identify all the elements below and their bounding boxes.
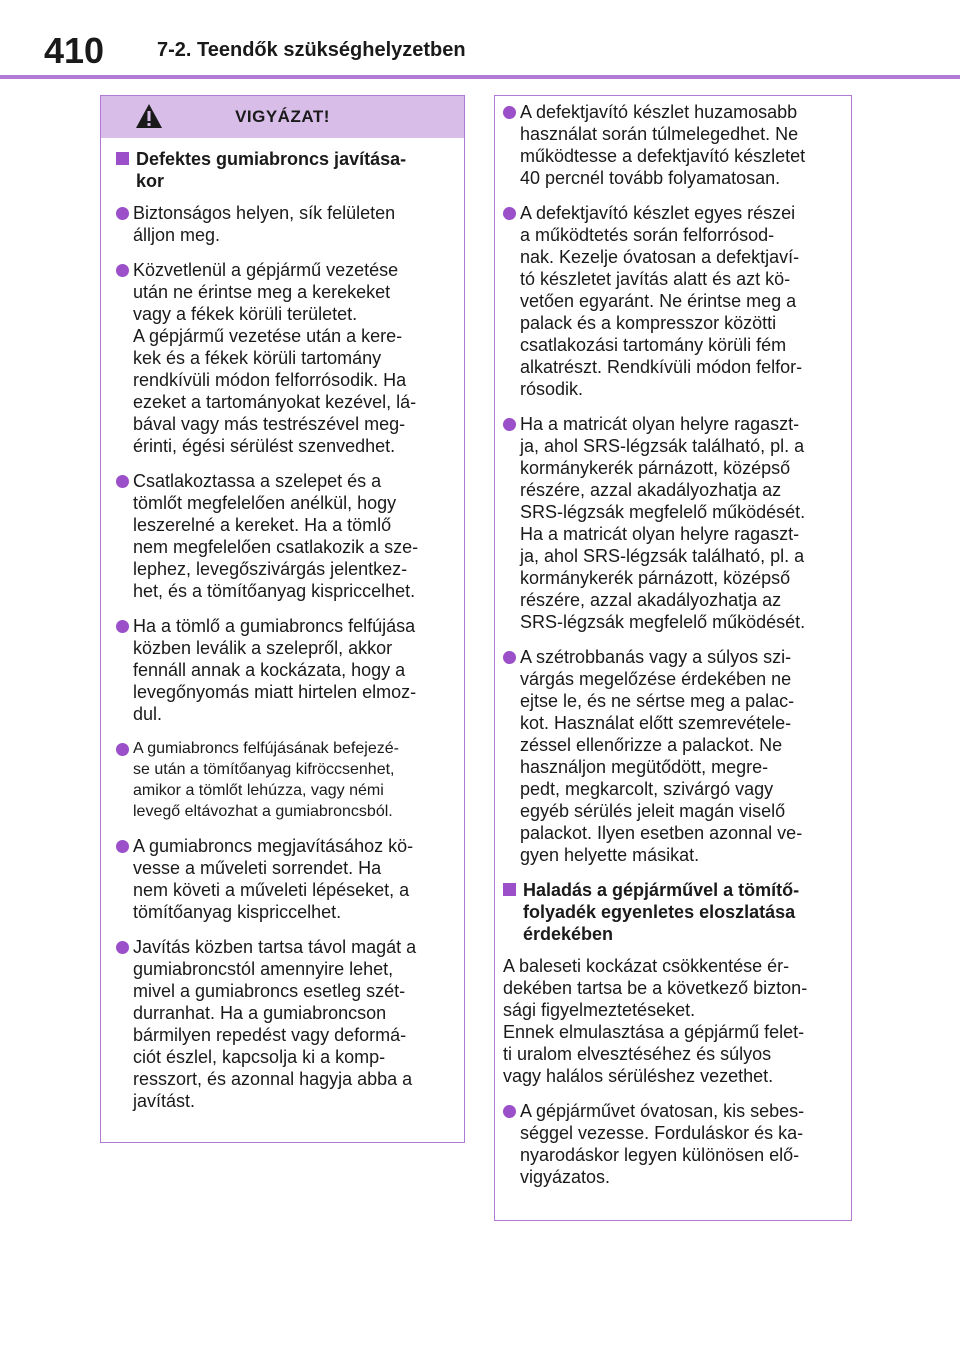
- bullet-dot-icon: [503, 418, 516, 431]
- list-item: [116, 738, 450, 822]
- list-item-text: Biztonságos helyen, sík felületen álljon meg.: [133, 203, 396, 245]
- list-item-text: Közvetlenül a gépjármű vezetése után ne érintse meg a kerekeket vagy a fékek körüli területet. A gépjármű vezetése után a kere- kek és a fékek körüli tartomány rendkívüli módon felforrósodik. Ha ezeket a tartományokat kezével, lá- bával vagy más testrészével meg- érinti, égési sérülést szenvedhet.: [133, 260, 417, 456]
- bullet-dot-icon: [116, 941, 129, 954]
- bullet-dot-icon: [503, 651, 516, 664]
- list-item: [116, 835, 450, 923]
- list-item-text: Ha a matricát olyan helyre ragaszt- ja, ahol SRS-légzsák található, pl. a kormánykerék párnázott, középső részére, azzal akadályozhatja az SRS-légzsák megfelelő működését. Ha a matricát olyan helyre ragaszt- ja, ahol SRS-légzsák található, pl. a kormánykerék párnázott, középső részére, azzal akadályozhatja az SRS-légzsák megfelelő működését.: [520, 414, 806, 632]
- list-item-text: A gépjárművet óvatosan, kis sebes- séggel vezesse. Forduláskor és ka- nyarodáskor legyen különösen elő- vigyázatos.: [520, 1101, 805, 1187]
- warning-box: [100, 95, 465, 1143]
- warning-header: [101, 96, 464, 138]
- page-number: 410: [44, 30, 105, 71]
- bullet-dot-icon: [503, 207, 516, 220]
- heading-text: Haladás a gépjárművel a tömítő- folyadék egyenletes eloszlatása érdekében: [523, 880, 800, 944]
- list-item-text: A defektjavító készlet egyes részei a működtetés során felforrósod- nak. Kezelje óvatosan a defektjaví- tó készletet javítás alatt és azt kö- vetően egyaránt. Ne érintse meg a palack és a kompresszor közötti csatlakozási tartomány körüli fém alkatrészt. Rendkívüli módon felfor- rósodik.: [520, 203, 803, 399]
- bullet-dot-icon: [116, 207, 129, 220]
- warning-content-continued: [495, 96, 851, 1188]
- section-heading: [503, 879, 839, 945]
- heading-text: Defektes gumiabroncs javítása- kor: [136, 149, 407, 191]
- list-item: [503, 202, 839, 400]
- bullet-dot-icon: [116, 475, 129, 488]
- list-item-text: A gumiabroncs megjavításához kö- vesse a műveleti sorrendet. Ha nem követi a műveleti lépéseket, a tömítőanyag kispriccelhet.: [133, 836, 414, 922]
- section-heading: [116, 148, 450, 192]
- bullet-dot-icon: [116, 840, 129, 853]
- list-item: [503, 413, 839, 633]
- list-item: [116, 615, 450, 725]
- list-item-text: Ha a tömlő a gumiabroncs felfújása közben leválik a szelepről, akkor fennáll annak a kockázata, hogy a levegőnyomás miatt hirtelen elmoz- dul.: [133, 616, 417, 724]
- list-item: [116, 202, 450, 246]
- warning-content: [101, 138, 464, 1112]
- list-item: [503, 646, 839, 866]
- bullet-dot-icon: [503, 1105, 516, 1118]
- list-item: [503, 1100, 839, 1188]
- bullet-dot-icon: [116, 620, 129, 633]
- warning-title: VIGYÁZAT!: [235, 107, 330, 126]
- warning-box-continued: [494, 95, 852, 1221]
- list-item: [116, 470, 450, 602]
- list-item: [116, 936, 450, 1112]
- list-item-text: A defektjavító készlet huzamosabb használat során túlmelegedhet. Ne működtesse a defektjavító készletet 40 percnél tovább folyamatosan.: [520, 102, 806, 188]
- list-item: [116, 259, 450, 457]
- section-title: 7-2. Teendők szükséghelyzetben: [157, 39, 466, 61]
- warning-triangle-icon: [135, 103, 163, 129]
- square-bullet-icon: [503, 883, 516, 896]
- list-item-text: A gumiabroncs felfújásának befejezé- se után a tömítőanyag kifröccsenhet, amikor a tömlőt lehúzza, vagy némi levegő eltávozhat a gumiabroncsból.: [133, 740, 399, 820]
- list-item-text: Javítás közben tartsa távol magát a gumiabroncstól amennyire lehet, mivel a gumiabroncs esetleg szét- durranhat. Ha a gumiabroncson bármilyen repedést vagy deformá- ciót észlel, kapcsolja ki a komp- resszort, és azonnal hagyja abba a javítást.: [133, 937, 417, 1111]
- bullet-dot-icon: [503, 106, 516, 119]
- list-item: [503, 101, 839, 189]
- bullet-dot-icon: [116, 264, 129, 277]
- header-rule: [0, 75, 960, 79]
- list-item-text: Csatlakoztassa a szelepet és a tömlőt megfelelően anélkül, hogy leszerelné a kereket. Ha a tömlő nem megfelelően csatlakozik a sze- lephez, levegőszivárgás jelentkez- het, és a tömítőanyag kispriccelhet.: [133, 471, 419, 601]
- bullet-dot-icon: [116, 743, 129, 756]
- paragraph: A baleseti kockázat csökkentése ér- dekében tartsa be a következő bizton- sági figyelmeztetéseket. Ennek elmulasztása a gépjármű felet- ti uralom elvesztéséhez és súlyos vagy halálos sérüléshez vezethet.: [503, 956, 808, 1086]
- list-item-text: A szétrobbanás vagy a súlyos szi- várgás megelőzése érdekében ne ejtse le, és ne sértse meg a palac- kot. Használat előtt szemrevétele- zéssel ellenőrizze a palackot. Ne használjon megütődött, megre- pedt, megkarcolt, szivárgó vagy egyéb sérülés jeleit magán viselő palackot. Ilyen esetben azonnal ve- gyen helyette másikat.: [520, 647, 803, 865]
- square-bullet-icon: [116, 152, 129, 165]
